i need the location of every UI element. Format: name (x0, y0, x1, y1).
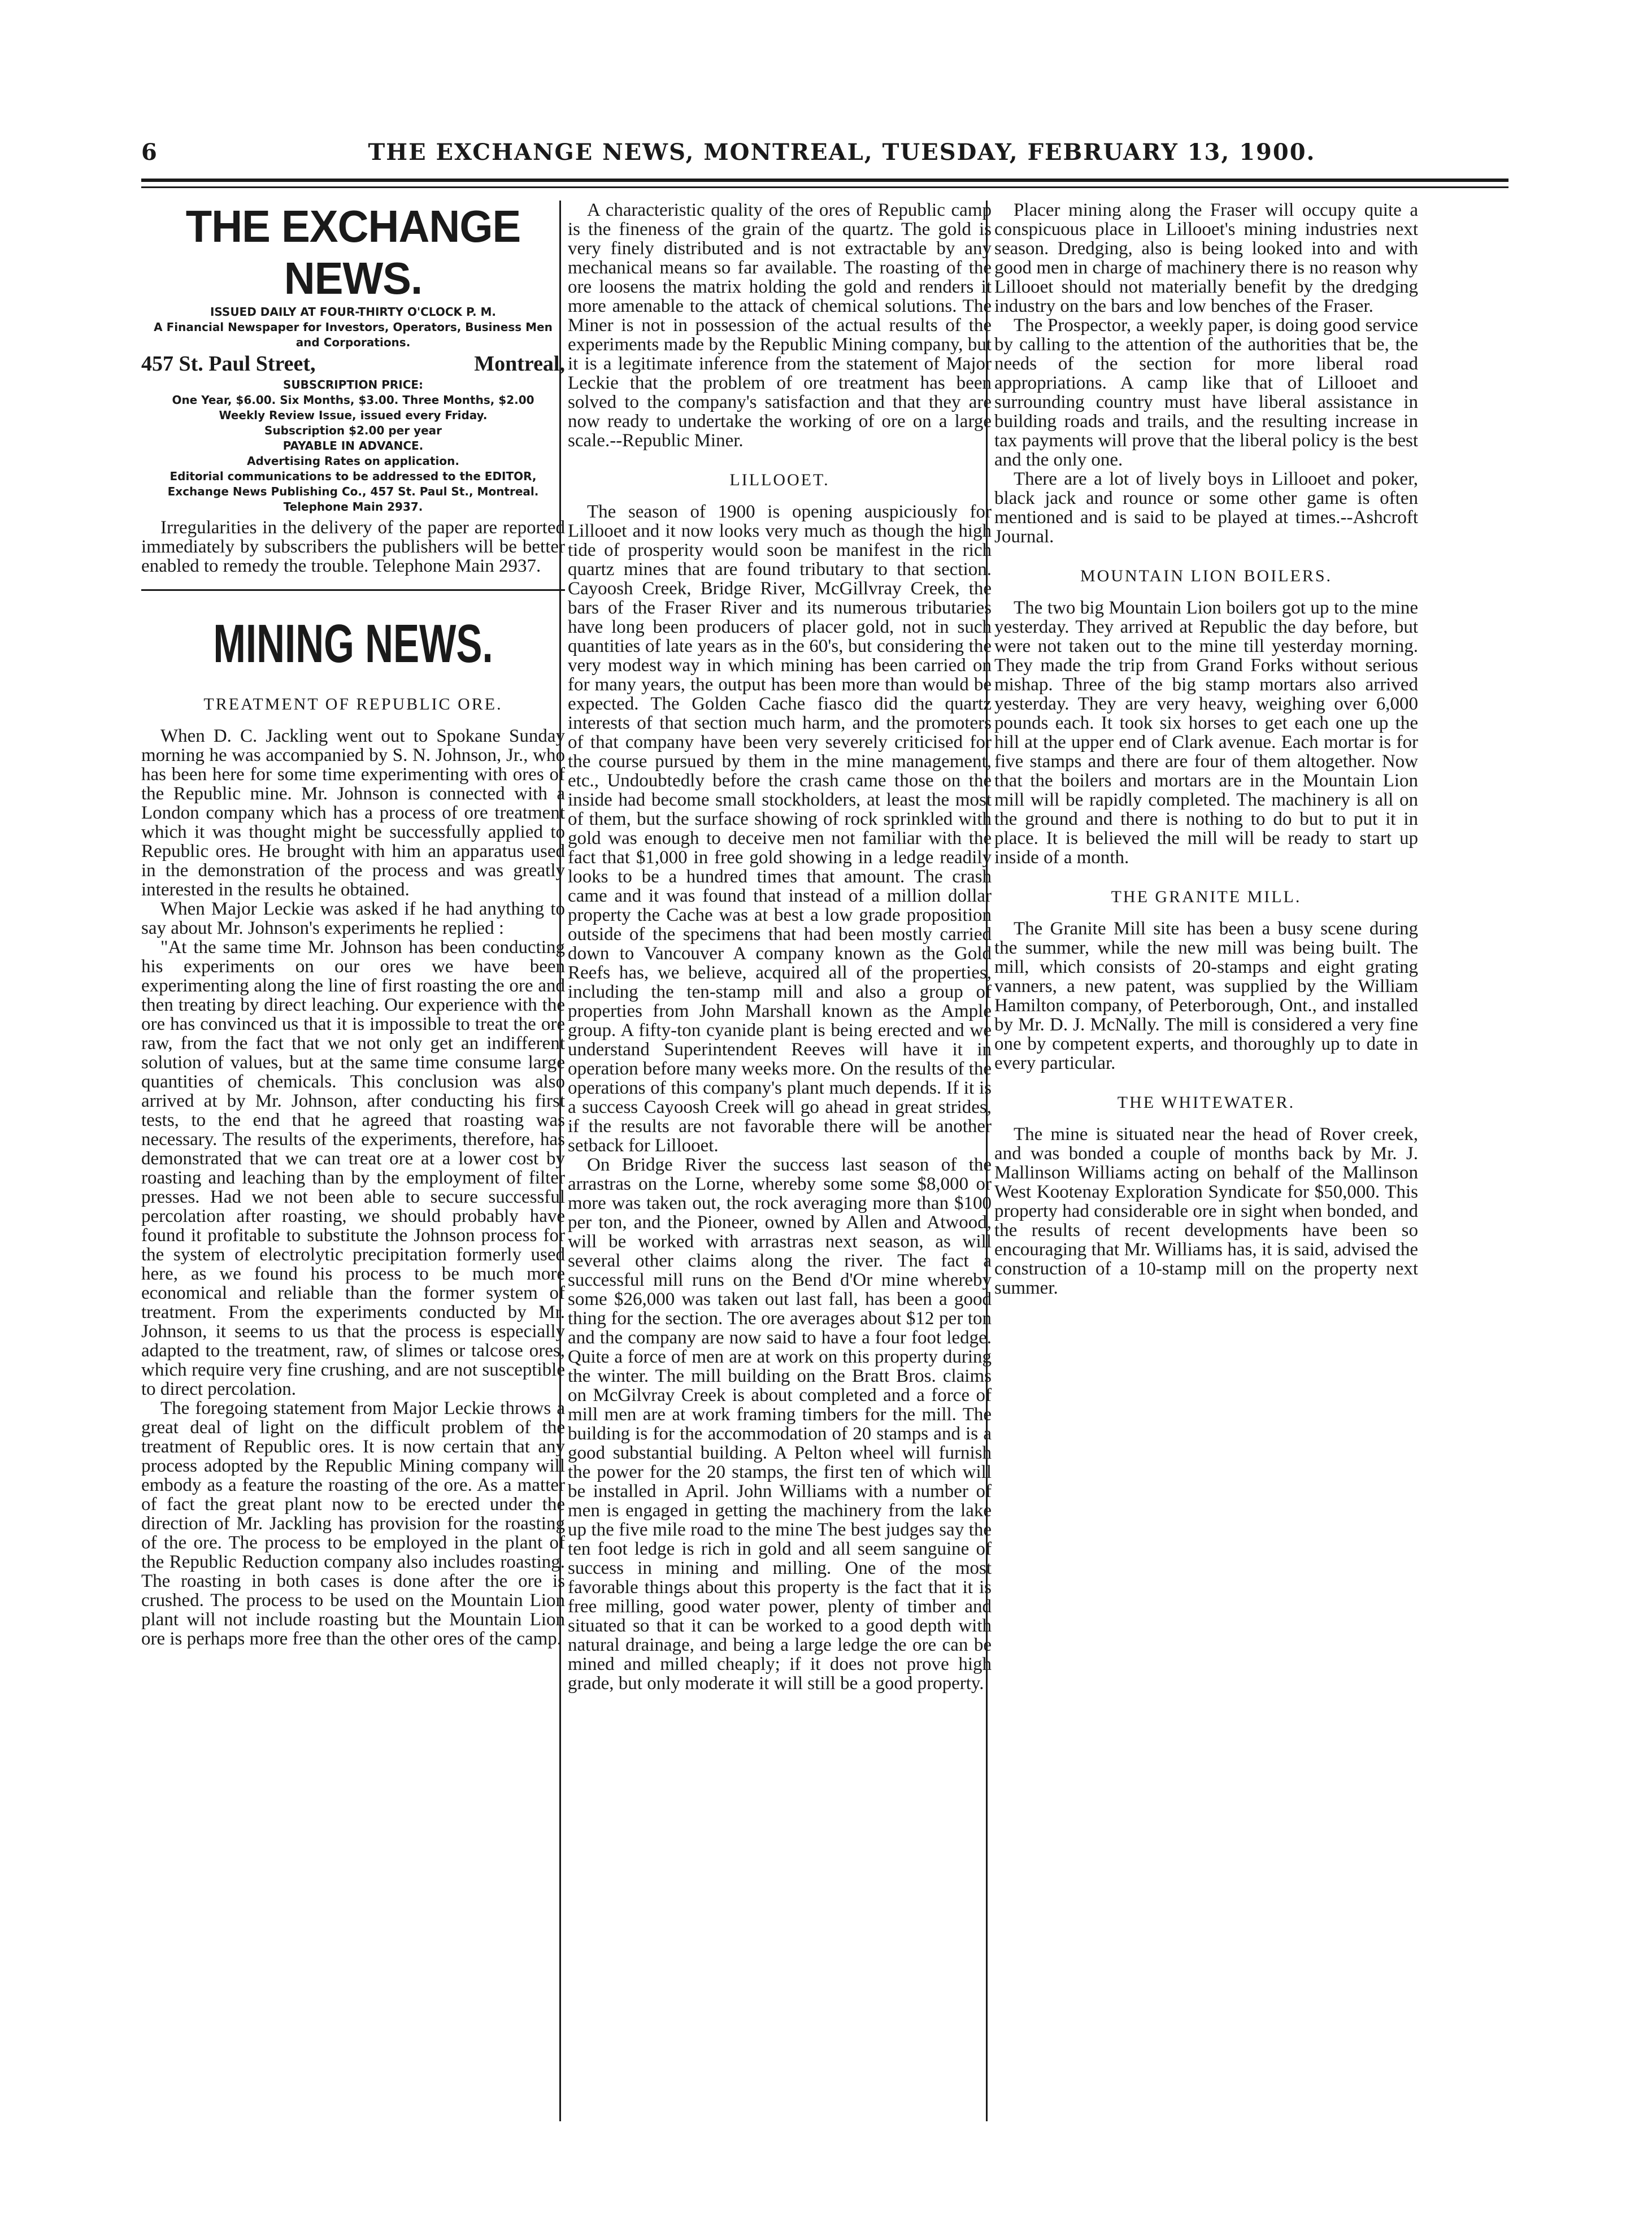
running-head: THE EXCHANGE NEWS, MONTREAL, TUESDAY, FEBRUARY 13, 1900. (368, 139, 1316, 166)
story-paragraph: When D. C. Jackling went out to Spokane Sunday morning he was accompanied by S. N. Johnson, Jr., who has been here for some time experimenting with ores of the Republic mine. Mr. Johnson is connected with a London company which has a process of ore treatment which it was thought might be successfully applied to Republic ores. He brought with him an apparatus used in the demonstration of the process and was greatly interested in the results he obtained. (141, 726, 565, 900)
masthead-issued: ISSUED DAILY AT FOUR-THIRTY O'CLOCK P. M. (210, 305, 497, 319)
story-paragraph: A characteristic quality of the ores of Republic camp is the fineness of the grain of the quartz. The gold is very finely distributed and is not extractable by any mechanical means so far available. The roasting of the ore loosens the matrix holding the gold and renders it more amenable to the attack of chemical solutions. The Miner is not in possession of the actual results of the experiments made by the Republic Mining company, but it is a legitimate inference from the statement of Major Leckie that the problem of ore treatment has been solved to the company's satisfaction and that they are now ready to undertake the working of ore on a large scale.--Republic Miner. (568, 201, 992, 451)
masthead-weekly: Weekly Review Issue, issued every Friday. (219, 408, 488, 422)
column-1 (141, 201, 565, 2133)
story-paragraph: When Major Leckie was asked if he had anything to say about Mr. Johnson's experiments he replied : (141, 899, 565, 938)
header-rule-thick (141, 179, 1508, 182)
header-rule-thin (141, 186, 1508, 188)
masthead-rates: One Year, $6.00. Six Months, $3.00. Three Months, $2.00 (172, 393, 534, 407)
story-lillooet (568, 471, 992, 1693)
story-paragraph: The season of 1900 is opening auspiciously for Lillooet and it now looks very much as though the high tide of prosperity would soon be manifest in the rich quartz mines that are found tributary to that section. Cayoosh Creek, Bridge River, McGillvray Creek, the bars of the Fraser River and its numerous tributaries have long been producers of placer gold, not in such quantities of late years as in the 60's, but considering the very modest way in which mining has been carried on for many years, the output has been more than would be expected. The Golden Cache fiasco did the quartz interests of that section much harm, and the promoters of that company have been very severely criticised for the course pursued by them in the mine management, etc., Undoubtedly before the crash came those on the inside had become small stockholders, at least the most of them, but the surface showing of rock sprinkled with gold was enough to deceive men not familiar with the fact that $1,000 in free gold showing in a ledge readily looks to be a hundred times that amount. The crash came and it was found that instead of a million dollar property the Cache was at best a low grade proposition outside of the specimens that had been mostly carried down to Vancouver A company known as the Gold Reefs has, we believe, acquired all of the properties, including the ten-stamp mill and also a group of properties from John Marshall known as the Ample group. A fifty-ton cyanide plant is being erected and we understand Superintendent Reeves will have it in operation before many weeks more. On the results of the operations of this company's plant much depends. If it is a success Cayoosh Creek will go ahead in great strides, if the results are not favorable there will be another setback for Lillooet. (568, 502, 992, 1156)
story-paragraph: On Bridge River the success last season of the arrastras on the Lorne, whereby some some $8,000 or more was taken out, the rock averaging more than $100 per ton, and the Pioneer, owned by Allen and Atwood, will be worked with arrastras next season, as will several other claims along the river. The fact a successful mill runs on the Bend d'Or mine whereby some $26,000 was taken out last fall, has been a good thing for the section. The ore averages about $12 per ton and the company are now said to have a four foot ledge. Quite a force of men are at work on this property during the winter. The mill building on the Bratt Bros. claims on McGilvray Creek is about completed and a force of mill men are at work framing timbers for the mill. The building is for the accommodation of 20 stamps and is a good substantial building. A Pelton wheel will furnish the power for the 20 stamps, the first ten of which will be installed in April. John Williams with a number of men is engaged in getting the machinery from the lake up the five mile road to the mine The best judges say the ten foot ledge is rich in gold and all seem sanguine of success in mining and milling. One of the most favorable things about this property is the fact that it is free milling, good water power, plenty of timber and situated so that it can be worked to a good depth with natural drainage, and being a large ledge the ore can be mined and milled cheaply; if it does not prove high grade, but only moderate it will still be a good property. (568, 1155, 992, 1694)
masthead-info (141, 304, 565, 515)
story-paragraph: The two big Mountain Lion boilers got up to the mine yesterday. They arrived at Republic the day before, but were not taken out to the mine till yesterday morning. They made the trip from Grand Forks without serious mishap. Three of the big stamp mortars also arrived yesterday. They are very heavy, weighing over 6,000 pounds each. It took six horses to get each one up the hill at the upper end of Clark avenue. Each mortar is for five stamps and there are four of them altogether. Now that the boilers and mortars are in the Mountain Lion mill will be rapidly completed. The machinery is all on the ground and there is nothing to do but to put it in place. It is believed the mill will be ready to start up inside of a month. (994, 598, 1418, 868)
story-granite (994, 887, 1418, 1073)
story-heading: TREATMENT OF REPUBLIC ORE. (203, 695, 503, 713)
masthead (141, 201, 565, 591)
story-heading: LILLOOET. (729, 471, 830, 489)
masthead-subscription-head: SUBSCRIPTION PRICE: (282, 378, 424, 391)
column-2 (568, 201, 992, 2133)
masthead-advertising: Advertising Rates on application. (247, 454, 459, 468)
story-republic (141, 695, 565, 1648)
masthead-rule (141, 589, 565, 591)
masthead-notice: Irregularities in the delivery of the paper are reported immediately by subscribers the publishers will be better enabled to remedy the trouble. Telephone Main 2937. (141, 517, 565, 576)
masthead-address-line (141, 350, 565, 377)
section-title: MINING NEWS. (213, 614, 493, 674)
masthead-title: THE EXCHANGE NEWS. (185, 201, 521, 303)
story-boilers (994, 567, 1418, 867)
masthead-weekly-subscription: Subscription $2.00 per year (264, 424, 442, 437)
page-header (141, 136, 1508, 169)
masthead-payable: PAYABLE IN ADVANCE. (282, 439, 424, 453)
story-paragraph: The mine is situated near the head of Rover creek, and was bonded a couple of months back by Mr. J. Mallinson Williams acting on behalf of the Mallinson West Kootenay Exploration Syndicate for $50,000. This property had considerable ore in sight when bonded, and the results of recent developments have been so encouraging that Mr. Williams has, it is said, advised the construction of a 10-stamp mill on the property next summer. (994, 1124, 1418, 1298)
story-paragraph: "At the same time Mr. Johnson has been conducting his experiments on our ores we have been experimenting along the line of first roasting the ore and then treating by direct leaching. Our experience with the ore has convinced us that it is impossible to treat the ore raw, from the fact that we not only get an indifferent solution of values, but at the same time consume large quantities of chemicals. This conclusion was also arrived at by Mr. Johnson, after conducting his first tests, to the end that he agreed that roasting was necessary. The results of the experiments, therefore, has demonstrated that we can treat ore at a lower cost by roasting and leaching than by the employment of filter presses. Had we not been able to secure successful percolation after roasting, we should probably have found it profitable to substitute the Johnson process for the system of electrolytic precipitation formerly used here, as we found his process to be much more economical and reliable than the former system of treatment. From the experiments conducted by Mr. Johnson, it seems to us that the process is especially adapted to the treatment, raw, of slimes or talcose ores, which require very fine crushing, and are not susceptible to direct percolation. (141, 937, 565, 1399)
masthead-city: Montreal, (474, 352, 565, 376)
story-paragraph: Placer mining along the Fraser will occupy quite a conspicuous place in Lillooet's mining industries next season. Dredging, also is being looked into and with good men in charge of machinery there is no reason why Lillooet should not materially benefit by the dredging industry on the bars and low benches of the Fraser. (994, 201, 1418, 316)
story-heading: MOUNTAIN LION BOILERS. (1080, 567, 1333, 585)
column-3 (994, 201, 1418, 2133)
story-paragraph: The Prospector, a weekly paper, is doing good service by calling to the attention of the authorities that be, the needs of the section for more liberal road appropriations. A camp like that of Lillooet and surrounding country must have liberal assistance in building roads and trails, and the resulting increase in tax payments will prove that the liberal policy is the best and the only one. (994, 315, 1418, 470)
story-whitewater (994, 1093, 1418, 1298)
masthead-address: 457 St. Paul Street, (141, 352, 316, 376)
story-paragraph: The foregoing statement from Major Leckie throws a great deal of light on the difficult problem of the treatment of Republic ores. It is now certain that any process adopted by the Republic Mining company will embody as a feature the roasting of the ore. As a matter of fact the great plant now to be erected under the direction of Mr. Jackling has provision for the roasting of the ore. The process to be employed in the plant of the Republic Reduction company also includes roasting. The roasting in both cases is done after the ore is crushed. The process to be used on the Mountain Lion plant will not include roasting but the Mountain Lion ore is perhaps more free than the other ores of the camp. (141, 1398, 565, 1649)
page-number: 6 (141, 139, 157, 166)
masthead-editorial: Editorial communications to be addressed to the EDITOR, Exchange News Publishing Co., 457 St. Paul St., Montreal. Telephone Main 2937. (167, 469, 539, 514)
story-heading: THE WHITEWATER. (1117, 1093, 1295, 1112)
masthead-description: A Financial Newspaper for Investors, Operators, Business Men and Corporations. (154, 320, 553, 349)
story-paragraph: The Granite Mill site has been a busy scene during the summer, while the new mill was being built. The mill, which consists of 20-stamps and eight grating vanners, a new patent, was supplied by the William Hamilton company, of Peterborough, Ont., and installed by Mr. D. J. McNally. The mill is considered a very fine one by competent experts, and thoroughly up to date in every particular. (994, 919, 1418, 1073)
story-paragraph: There are a lot of lively boys in Lillooet and poker, black jack and rounce or some other game is often mentioned and is said to be played at times.--Ashcroft Journal. (994, 469, 1418, 547)
story-heading: THE GRANITE MILL. (1111, 887, 1302, 906)
